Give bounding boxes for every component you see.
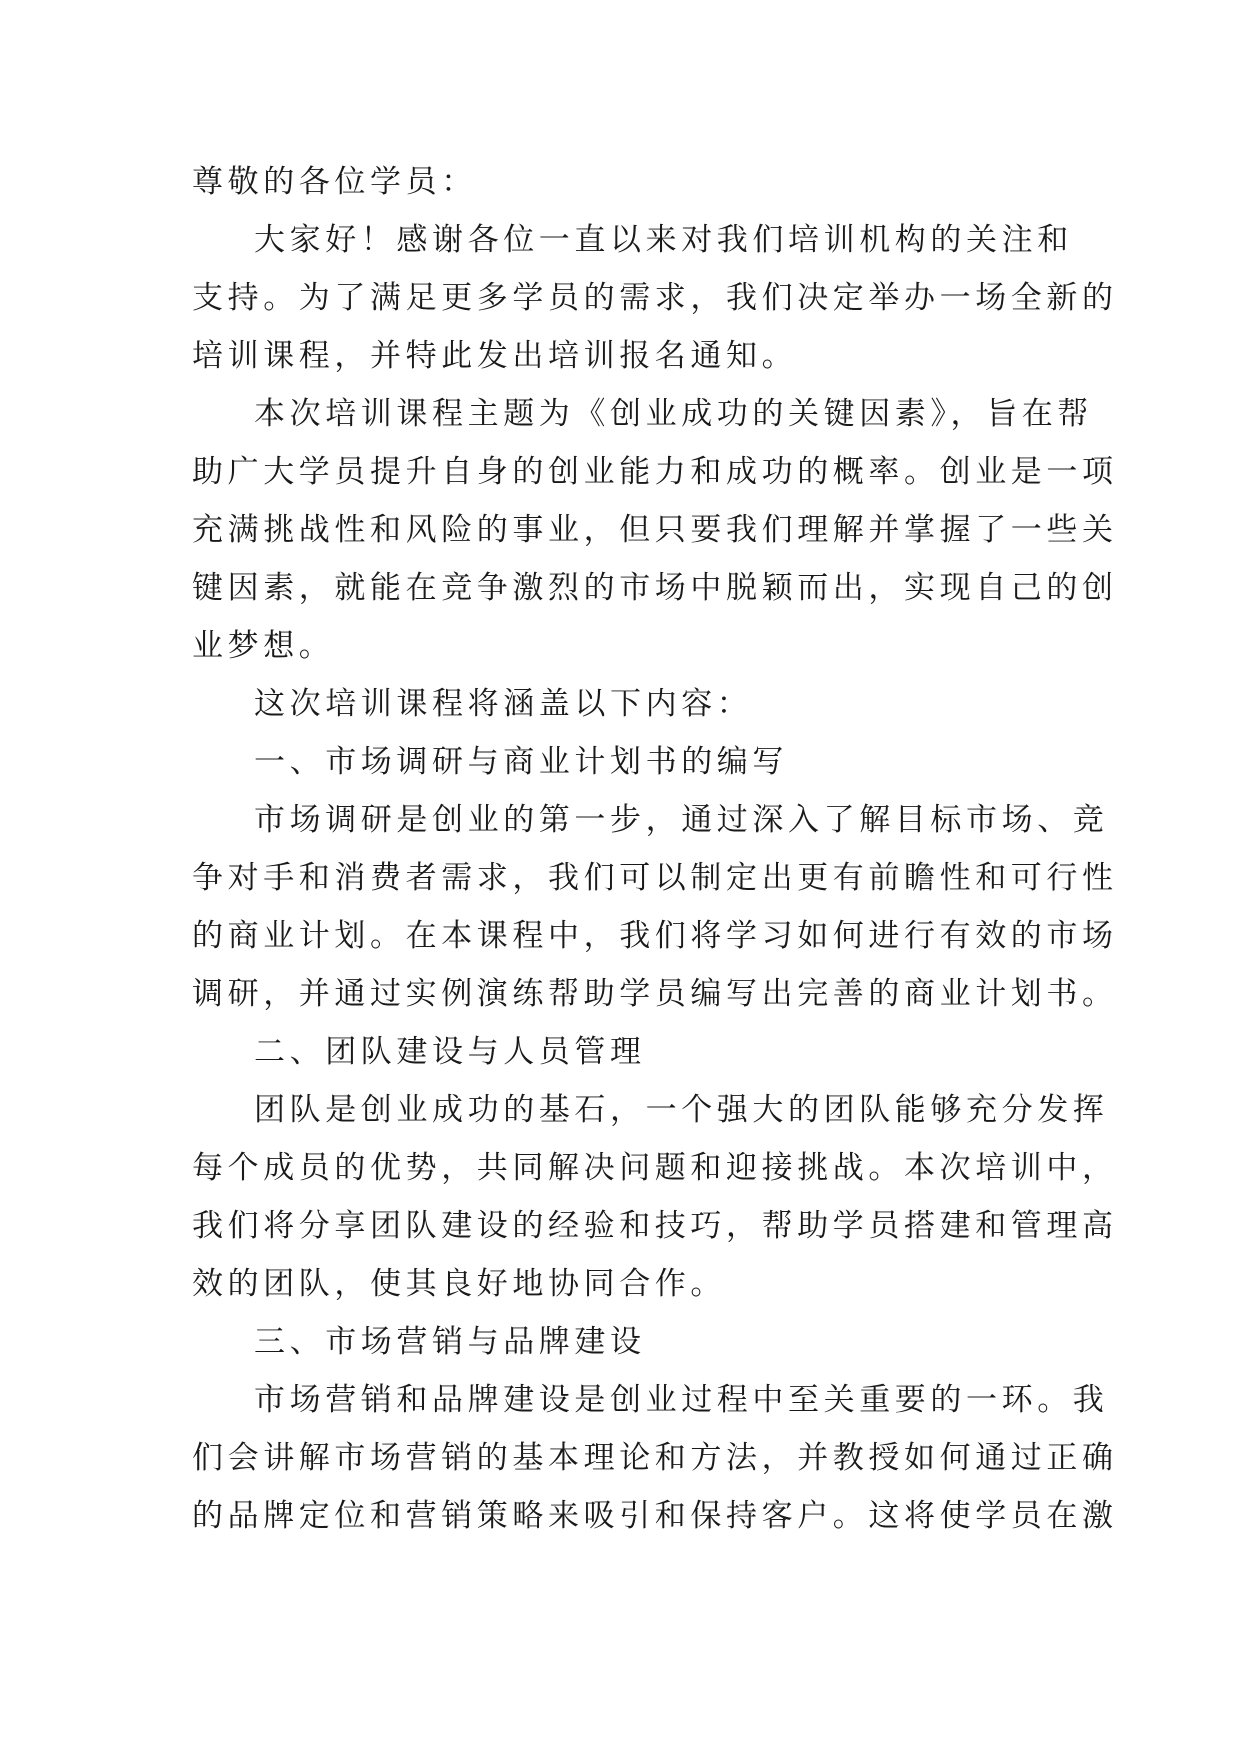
paragraph-line: 每个成员的优势，共同解决问题和迎接挑战。本次培训中， [192,1150,1118,1186]
paragraph-line: 大家好！感谢各位一直以来对我们培训机构的关注和 [254,222,1073,258]
paragraph-line: 的商业计划。在本课程中，我们将学习如何进行有效的市场 [192,918,1118,954]
paragraph-line: 的品牌定位和营销策略来吸引和保持客户。这将使学员在激 [192,1498,1118,1534]
paragraph-line: 调研，并通过实例演练帮助学员编写出完善的商业计划书。 [192,976,1118,1012]
paragraph-line: 市场调研是创业的第一步，通过深入了解目标市场、竞 [254,802,1109,838]
paragraph-line: 支持。为了满足更多学员的需求，我们决定举办一场全新的 [192,280,1118,316]
paragraph-line: 效的团队，使其良好地协同合作。 [192,1266,726,1302]
paragraph-line: 业梦想。 [192,628,335,664]
paragraph-line: 本次培训课程主题为《创业成功的关键因素》，旨在帮 [254,396,1093,432]
paragraph-line: 市场营销和品牌建设是创业过程中至关重要的一环。我 [254,1382,1109,1418]
paragraph-line: 争对手和消费者需求，我们可以制定出更有前瞻性和可行性 [192,860,1118,896]
section-heading: 三、市场营销与品牌建设 [254,1324,646,1360]
salutation: 尊敬的各位学员： [192,164,477,200]
paragraph-line: 我们将分享团队建设的经验和技巧，帮助学员搭建和管理高 [192,1208,1118,1244]
paragraph-line: 助广大学员提升自身的创业能力和成功的概率。创业是一项 [192,454,1118,490]
paragraph-line: 键因素，就能在竞争激烈的市场中脱颖而出，实现自己的创 [192,570,1118,606]
section-heading: 一、市场调研与商业计划书的编写 [254,744,788,780]
section-heading: 二、团队建设与人员管理 [254,1034,646,1070]
paragraph-line: 这次培训课程将涵盖以下内容： [254,686,753,722]
paragraph-line: 们会讲解市场营销的基本理论和方法，并教授如何通过正确 [192,1440,1118,1476]
paragraph-line: 团队是创业成功的基石，一个强大的团队能够充分发挥 [254,1092,1109,1128]
paragraph-line: 充满挑战性和风险的事业，但只要我们理解并掌握了一些关 [192,512,1118,548]
paragraph-line: 培训课程，并特此发出培训报名通知。 [192,338,798,374]
